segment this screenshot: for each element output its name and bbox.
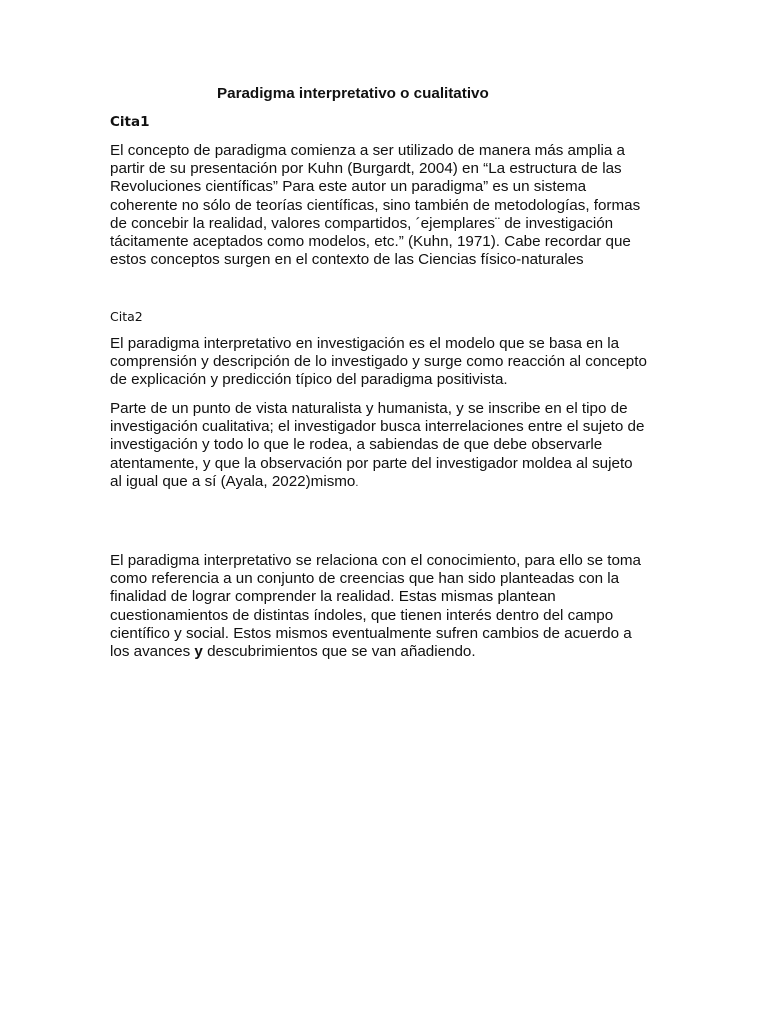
- paragraph-4-last-line-before: los avances: [110, 643, 195, 661]
- cita1-heading: Cita1: [110, 114, 150, 130]
- paragraph-3-line: investigación y todo lo que le rodea, a sabiendas de que debe observarle: [110, 436, 603, 454]
- paragraph-4-line: El paradigma interpretativo se relaciona con el conocimiento, para ello se toma: [110, 552, 642, 569]
- paragraph-3-end-mark: .: [355, 476, 359, 489]
- paragraph-1-line: tácitamente aceptados como modelos, etc.” (Kuhn, 1971). Cabe recordar que: [110, 233, 631, 251]
- paragraph-3-last-line-text: al igual que a sí (Ayala, 2022)mismo: [110, 472, 356, 490]
- paragraph-4-bold-word: y: [194, 643, 203, 661]
- cita2-heading: Cita2: [110, 309, 143, 324]
- paragraph-1: [110, 142, 670, 269]
- paragraph-3-line: Parte de un punto de vista naturalista y humanista, y se inscribe en el tipo de: [110, 400, 628, 417]
- paragraph-4-line: científico y social. Estos mismos eventualmente sufren cambios de acuerdo a: [110, 624, 632, 642]
- paragraph-4-last-line: [110, 643, 670, 661]
- paragraph-4-last-line-after: descubrimientos que se van añadiendo.: [202, 643, 476, 661]
- paragraph-4-line: finalidad de lograr comprender la realidad. Estas mismas plantean: [110, 588, 556, 606]
- paragraph-1-line: de concebir la realidad, valores compartidos, ´ejemplares¨ de investigación: [110, 214, 614, 232]
- paragraph-3-line: atentamente, y que la observación por parte del investigador moldea al sujeto: [110, 454, 633, 472]
- paragraph-1-line: estos conceptos surgen en el contexto de las Ciencias físico-naturales: [110, 251, 584, 269]
- paragraph-4-line: cuestionamientos de distintas índoles, que tienen interés dentro del campo: [110, 606, 614, 624]
- paragraph-1-line: El concepto de paradigma comienza a ser utilizado de manera más amplia a: [110, 142, 625, 159]
- paragraph-1-line: Revoluciones científicas” Para este autor un paradigma” es un sistema: [110, 178, 587, 196]
- paragraph-3: [110, 400, 670, 492]
- paragraph-2-line: comprensión y descripción de lo investigado y surge como reacción al concepto: [110, 353, 647, 371]
- paragraph-2: [110, 335, 670, 390]
- paragraph-1-line: coherente no sólo de teorías científicas, sino también de metodologías, formas: [110, 196, 641, 214]
- paragraph-3-last-line: [110, 473, 670, 492]
- paragraph-2-line: El paradigma interpretativo en investigación es el modelo que se basa en la: [110, 335, 620, 352]
- paragraph-4: [110, 552, 670, 661]
- paragraph-4-line: como referencia a un conjunto de creencias que han sido planteadas con la: [110, 570, 620, 588]
- paragraph-3-line: investigación cualitativa; el investigador busca interrelaciones entre el sujeto de: [110, 418, 645, 436]
- paragraph-2-line: de explicación y predicción típico del paradigma positivista.: [110, 371, 508, 389]
- document-title: Paradigma interpretativo o cualitativo: [217, 85, 489, 102]
- paragraph-1-line: partir de su presentación por Kuhn (Burgardt, 2004) en “La estructura de las: [110, 160, 622, 178]
